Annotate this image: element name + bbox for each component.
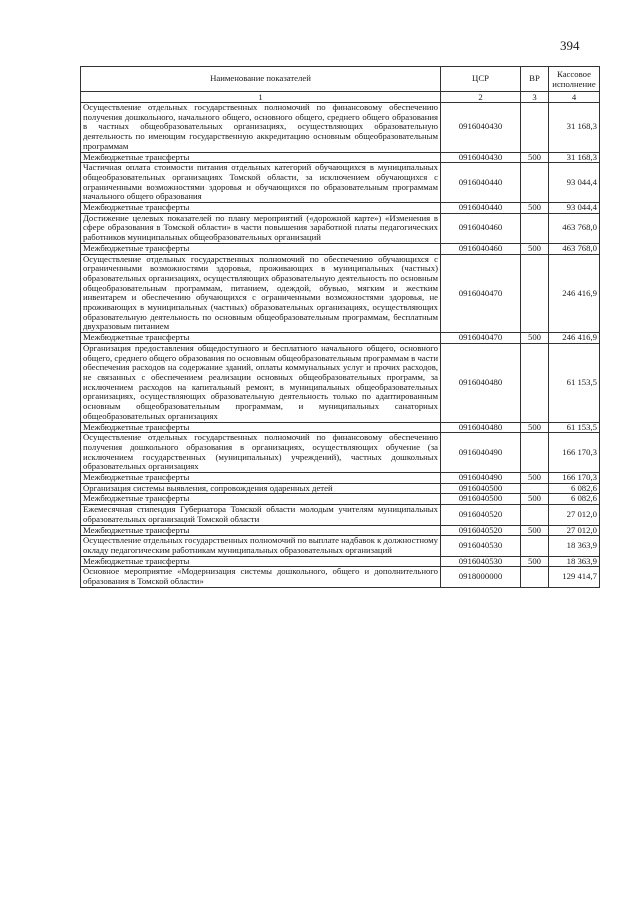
row-name: Организация предоставления общедоступного и бесплатного начального общего, основного общего, среднего общего образования по основным общеобразовательным программам в части обеспечения расходов на содержание зданий, оплаты коммунальных услуг и прочих расходов, не связанных с обеспечением реализации основных общеобразовательных программ, за исключением расходов на капитальный ремонт, в муниципальных общеобразовательных организациях, осуществляющих образовательную деятельность только по адаптированным основным общеобразовательным программам, и муниципальных санаторных общеобразовательных организациях	[81, 343, 441, 422]
table-row	[81, 243, 600, 254]
row-sum: 6 082,6	[549, 494, 600, 505]
table-row	[81, 483, 600, 494]
column-number-row	[81, 92, 600, 103]
row-name: Осуществление отдельных государственных полномочий по выплате надбавок к должностному окладу педагогическим работникам муниципальных образовательных организаций	[81, 536, 441, 556]
table-row	[81, 505, 600, 525]
column-number: 3	[521, 92, 549, 103]
row-name: Межбюджетные трансферты	[81, 556, 441, 567]
row-vr: 500	[521, 243, 549, 254]
table-row	[81, 203, 600, 214]
row-sum: 93 044,4	[549, 163, 600, 203]
row-vr	[521, 536, 549, 556]
table-header-row	[81, 67, 600, 92]
row-name: Осуществление отдельных государственных полномочий по финансовому обеспечению получения дошкольного, начального общего, основного общего, среднего общего образования в частных общеобразовательных организациях, осуществляющих образовательную деятельность по имеющим государственную аккредитацию основным общеобразовательным программам	[81, 103, 441, 153]
row-csr: 0916040490	[441, 433, 521, 473]
row-sum: 18 363,9	[549, 536, 600, 556]
row-name: Межбюджетные трансферты	[81, 473, 441, 484]
page-number: 394	[560, 38, 580, 53]
header-name: Наименование показателей	[81, 67, 441, 92]
row-name: Основное мероприятие «Модернизация системы дошкольного, общего и дополнительного образования в Томской области»	[81, 567, 441, 587]
table-row	[81, 567, 600, 587]
row-name: Межбюджетные трансферты	[81, 243, 441, 254]
row-vr: 500	[521, 203, 549, 214]
row-csr: 0916040500	[441, 494, 521, 505]
header-sum: Кассовое исполнение	[549, 67, 600, 92]
row-name: Осуществление отдельных государственных полномочий по обеспечению обучающихся с ограниченными возможностями здоровья, проживающих в муниципальных (частных) образовательных организациях, осуществляющих образовательную деятельность по основным общеобразовательным программам, питанием, одеждой, обувью, мягким и жестким инвентарем и обеспечению обучающихся с ограниченными возможностями здоровья, не проживающих в муниципальных (частных) образовательных организациях, осуществляющих образовательную деятельность по основным общеобразовательным программам, бесплатным двухразовым питанием	[81, 254, 441, 333]
row-name: Межбюджетные трансферты	[81, 333, 441, 344]
column-number: 4	[549, 92, 600, 103]
table-row	[81, 473, 600, 484]
row-sum: 31 168,3	[549, 152, 600, 163]
table-row	[81, 422, 600, 433]
row-name: Межбюджетные трансферты	[81, 152, 441, 163]
row-csr: 0916040480	[441, 343, 521, 422]
row-vr: 500	[521, 525, 549, 536]
row-sum: 6 082,6	[549, 483, 600, 494]
table-row	[81, 163, 600, 203]
row-vr	[521, 567, 549, 587]
budget-execution-table	[80, 66, 600, 588]
row-sum: 61 153,5	[549, 343, 600, 422]
row-csr: 0916040440	[441, 163, 521, 203]
row-csr: 0916040470	[441, 254, 521, 333]
row-sum: 463 768,0	[549, 243, 600, 254]
row-sum: 93 044,4	[549, 203, 600, 214]
row-csr: 0916040500	[441, 483, 521, 494]
row-csr: 0916040520	[441, 525, 521, 536]
table-row	[81, 556, 600, 567]
row-sum: 246 416,9	[549, 254, 600, 333]
row-sum: 246 416,9	[549, 333, 600, 344]
row-vr: 500	[521, 152, 549, 163]
table-row	[81, 494, 600, 505]
row-sum: 463 768,0	[549, 213, 600, 243]
table-row	[81, 433, 600, 473]
row-csr: 0916040490	[441, 473, 521, 484]
row-vr	[521, 433, 549, 473]
table-row	[81, 333, 600, 344]
row-vr: 500	[521, 422, 549, 433]
row-csr: 0916040430	[441, 152, 521, 163]
header-vr: ВР	[521, 67, 549, 92]
row-vr: 500	[521, 494, 549, 505]
row-name: Межбюджетные трансферты	[81, 203, 441, 214]
row-name: Межбюджетные трансферты	[81, 494, 441, 505]
row-csr: 0916040530	[441, 536, 521, 556]
row-csr: 0916040460	[441, 213, 521, 243]
table-row	[81, 343, 600, 422]
row-sum: 61 153,5	[549, 422, 600, 433]
row-vr	[521, 343, 549, 422]
row-sum: 31 168,3	[549, 103, 600, 153]
table-row	[81, 152, 600, 163]
row-vr: 500	[521, 333, 549, 344]
row-csr: 0916040470	[441, 333, 521, 344]
table-row	[81, 536, 600, 556]
row-name: Межбюджетные трансферты	[81, 422, 441, 433]
row-sum: 27 012,0	[549, 505, 600, 525]
row-sum: 129 414,7	[549, 567, 600, 587]
row-vr	[521, 163, 549, 203]
row-vr: 500	[521, 473, 549, 484]
row-csr: 0916040480	[441, 422, 521, 433]
column-number: 2	[441, 92, 521, 103]
table-row	[81, 254, 600, 333]
row-sum: 166 170,3	[549, 433, 600, 473]
table-row	[81, 103, 600, 153]
row-csr: 0916040520	[441, 505, 521, 525]
row-vr	[521, 254, 549, 333]
row-name: Достижение целевых показателей по плану мероприятий («дорожной карте») «Изменения в сфере образования в Томской области» в части повышения заработной платы педагогических работников муниципальных общеобразовательных организаций	[81, 213, 441, 243]
row-sum: 166 170,3	[549, 473, 600, 484]
row-name: Ежемесячная стипендия Губернатора Томской области молодым учителям муниципальных образовательных организаций Томской области	[81, 505, 441, 525]
row-name: Частичная оплата стоимости питания отдельных категорий обучающихся в муниципальных общеобразовательных организациях Томской области, за исключением обучающихся с ограниченными возможностями здоровья и обучающихся по образовательным программам начального общего образования	[81, 163, 441, 203]
header-csr: ЦСР	[441, 67, 521, 92]
row-csr: 0918000000	[441, 567, 521, 587]
row-csr: 0916040430	[441, 103, 521, 153]
row-vr	[521, 213, 549, 243]
table-row	[81, 525, 600, 536]
row-csr: 0916040460	[441, 243, 521, 254]
row-name: Межбюджетные трансферты	[81, 525, 441, 536]
row-csr: 0916040440	[441, 203, 521, 214]
row-vr	[521, 103, 549, 153]
row-name: Организация системы выявления, сопровождения одаренных детей	[81, 483, 441, 494]
row-csr: 0916040530	[441, 556, 521, 567]
row-vr	[521, 483, 549, 494]
row-vr: 500	[521, 556, 549, 567]
row-name: Осуществление отдельных государственных полномочий по финансовому обеспечению получения дошкольного образования в организациях, осуществляющих обучение (за исключением государственных (муниципальных) учреждений), частных дошкольных образовательных организациях	[81, 433, 441, 473]
column-number: 1	[81, 92, 441, 103]
table-row	[81, 213, 600, 243]
row-sum: 18 363,9	[549, 556, 600, 567]
row-vr	[521, 505, 549, 525]
row-sum: 27 012,0	[549, 525, 600, 536]
